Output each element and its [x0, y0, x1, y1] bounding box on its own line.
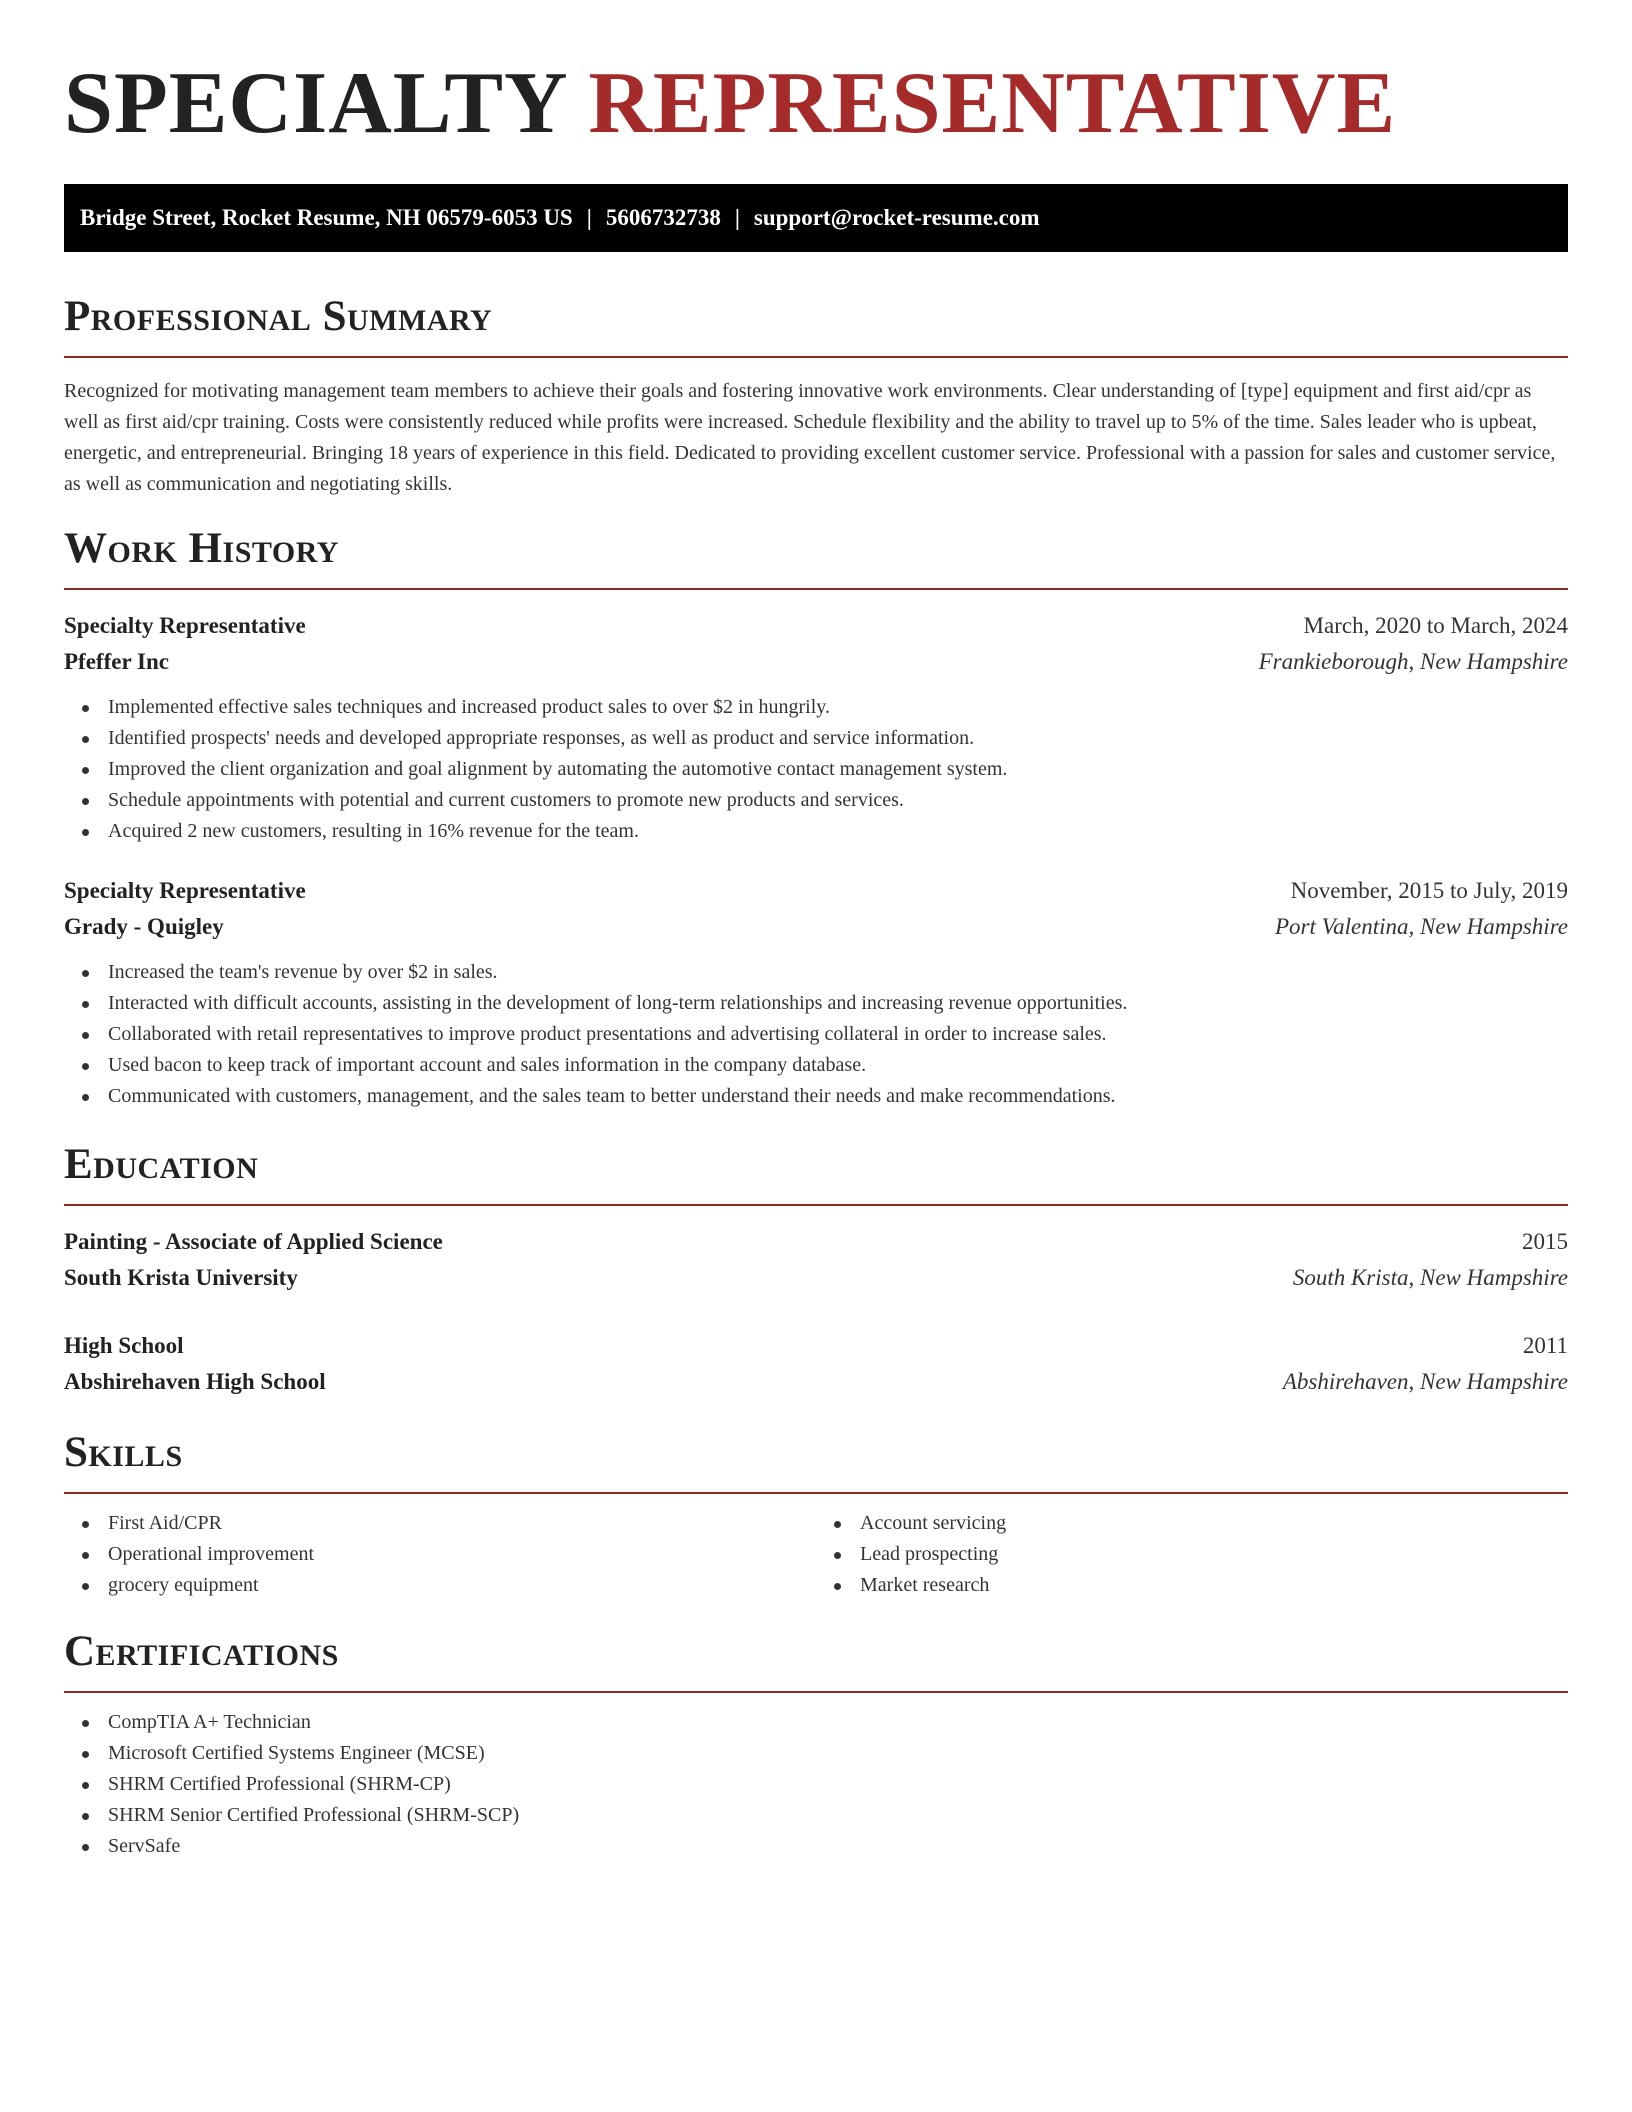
- contact-separator: |: [734, 205, 740, 230]
- resume-name: [64, 54, 1568, 154]
- bullet-icon: [834, 1552, 841, 1559]
- certification-text: SHRM Senior Certified Professional (SHRM-SCP): [108, 1804, 520, 1826]
- bullet-icon: [82, 767, 89, 774]
- section-divider: [64, 588, 1568, 590]
- list-item: [64, 816, 1568, 847]
- certification-text: ServSafe: [108, 1835, 181, 1857]
- job-bullets: [64, 957, 1568, 1112]
- bullet-icon: [82, 1583, 89, 1590]
- section-divider: [64, 1691, 1568, 1693]
- education-entry: [64, 1224, 1568, 1296]
- section-title-education: Education: [64, 1141, 259, 1188]
- bullet-icon: [82, 736, 89, 743]
- list-item: [64, 692, 1568, 723]
- job-dates: November, 2015 to July, 2019: [1290, 878, 1568, 903]
- certification-text: Microsoft Certified Systems Engineer (MCSE): [108, 1742, 485, 1764]
- bullet-text: Collaborated with retail representatives to improve product presentations and advertising collateral in order to increase sales.: [108, 1023, 1107, 1045]
- education-header-row: [64, 1328, 1568, 1364]
- list-item: [64, 1508, 816, 1539]
- job-company-row: [64, 644, 1568, 680]
- contact-bar: [64, 184, 1568, 252]
- bullet-icon: [82, 1032, 89, 1039]
- education-school-row: [64, 1364, 1568, 1400]
- education-location: South Krista, New Hampshire: [1292, 1265, 1568, 1290]
- skill-text: Market research: [860, 1574, 990, 1596]
- summary-text: Recognized for motivating management team members to achieve their goals and fostering innovative work environments. Clear understanding of [type] equipment and first aid/cpr as well as first aid/cpr training. Costs were consistently reduced while profits were increased. Schedule flexibility and the ability to travel up to 5% of the time. Sales leader who is upbeat, energetic, and entrepreneurial. Bringing 18 years of experience in this field. Dedicated to providing excellent customer service. Professional with a passion for sales and customer service, as well as communication and negotiating skills.: [64, 380, 1556, 495]
- skill-text: Operational improvement: [108, 1543, 315, 1565]
- skill-text: First Aid/CPR: [108, 1512, 222, 1534]
- bullet-icon: [834, 1521, 841, 1528]
- list-item: [64, 1831, 1568, 1862]
- job-company-row: [64, 909, 1568, 945]
- job-entry: [64, 608, 1568, 847]
- bullet-icon: [82, 970, 89, 977]
- list-item: [64, 1800, 1568, 1831]
- section-divider: [64, 1492, 1568, 1494]
- certification-text: CompTIA A+ Technician: [108, 1711, 311, 1733]
- list-item: [64, 1570, 816, 1601]
- list-item: [64, 1738, 1568, 1769]
- job-entry: [64, 873, 1568, 1112]
- list-item: [64, 1050, 1568, 1081]
- section-divider: [64, 1204, 1568, 1206]
- bullet-text: Increased the team's revenue by over $2 in sales.: [108, 961, 498, 983]
- job-header-row: [64, 873, 1568, 909]
- bullet-text: Acquired 2 new customers, resulting in 16% revenue for the team.: [108, 820, 639, 842]
- list-item: [64, 754, 1568, 785]
- list-item: [816, 1508, 1568, 1539]
- job-header-row: [64, 608, 1568, 644]
- certification-text: SHRM Certified Professional (SHRM-CP): [108, 1773, 451, 1795]
- skills-section: [64, 1428, 1568, 1601]
- bullet-icon: [82, 1751, 89, 1758]
- job-location: Port Valentina, New Hampshire: [1274, 914, 1568, 939]
- education-entry: [64, 1328, 1568, 1400]
- job-location: Frankieborough, New Hampshire: [1258, 649, 1568, 674]
- bullet-icon: [82, 829, 89, 836]
- bullet-icon: [82, 1552, 89, 1559]
- list-item: [64, 1019, 1568, 1050]
- bullet-text: Interacted with difficult accounts, assisting in the development of long-term relationships and increasing revenue opportunities.: [108, 992, 1128, 1014]
- list-item: [64, 723, 1568, 754]
- certifications-list: [64, 1707, 1568, 1862]
- bullet-icon: [82, 1720, 89, 1727]
- skills-grid: [64, 1508, 1568, 1601]
- section-title-skills: Skills: [64, 1429, 183, 1476]
- list-item: [816, 1570, 1568, 1601]
- skills-list-left: [64, 1508, 816, 1601]
- bullet-text: Implemented effective sales techniques and increased product sales to over $2 in hungrily.: [108, 696, 830, 718]
- education-degree: High School: [64, 1333, 184, 1358]
- bullet-text: Schedule appointments with potential and current customers to promote new products and services.: [108, 789, 904, 811]
- education-school: South Krista University: [64, 1265, 298, 1290]
- contact-phone: 5606732738: [605, 205, 721, 230]
- section-title-work-history: Work History: [64, 525, 339, 572]
- list-item: [64, 957, 1568, 988]
- list-item: [64, 1769, 1568, 1800]
- list-item: [64, 1081, 1568, 1112]
- bullet-icon: [82, 1521, 89, 1528]
- bullet-text: Improved the client organization and goal alignment by automating the automotive contact management system.: [108, 758, 1008, 780]
- bullet-icon: [82, 798, 89, 805]
- bullet-icon: [82, 1782, 89, 1789]
- bullet-icon: [82, 1844, 89, 1851]
- contact-separator: |: [586, 205, 592, 230]
- bullet-text: Communicated with customers, management, and the sales team to better understand their needs and make recommendations.: [108, 1085, 1116, 1107]
- bullet-icon: [82, 1063, 89, 1070]
- bullet-text: Used bacon to keep track of important account and sales information in the company database.: [108, 1054, 867, 1076]
- bullet-icon: [82, 1094, 89, 1101]
- job-position: Specialty Representative: [64, 613, 306, 638]
- skill-text: Lead prospecting: [860, 1543, 999, 1565]
- bullet-icon: [82, 1813, 89, 1820]
- bullet-icon: [82, 1001, 89, 1008]
- education-year: 2011: [1522, 1333, 1568, 1358]
- education-year: 2015: [1522, 1229, 1568, 1254]
- contact-email: support@rocket-resume.com: [753, 205, 1040, 230]
- skill-text: Account servicing: [860, 1512, 1007, 1534]
- list-item: [64, 1539, 816, 1570]
- section-divider: [64, 356, 1568, 358]
- section-title-summary: Professional Summary: [64, 293, 493, 340]
- education-location: Abshirehaven, New Hampshire: [1282, 1369, 1568, 1394]
- list-item: [64, 1707, 1568, 1738]
- education-section: [64, 1140, 1568, 1400]
- list-item: [816, 1539, 1568, 1570]
- bullet-text: Identified prospects' needs and developed appropriate responses, as well as product and service information.: [108, 727, 975, 749]
- job-company: Pfeffer Inc: [64, 649, 169, 674]
- job-position: Specialty Representative: [64, 878, 306, 903]
- job-bullets: [64, 692, 1568, 847]
- education-degree: Painting - Associate of Applied Science: [64, 1229, 443, 1254]
- education-header-row: [64, 1224, 1568, 1260]
- name-last: REPRESENTATIVE: [588, 55, 1397, 152]
- job-company: Grady - Quigley: [64, 914, 224, 939]
- bullet-icon: [82, 705, 89, 712]
- list-item: [64, 785, 1568, 816]
- skill-text: grocery equipment: [108, 1574, 259, 1596]
- education-school: Abshirehaven High School: [64, 1369, 326, 1394]
- job-dates: March, 2020 to March, 2024: [1303, 613, 1568, 638]
- work-history-section: [64, 524, 1568, 1112]
- list-item: [64, 988, 1568, 1019]
- section-title-certifications: Certifications: [64, 1628, 339, 1675]
- summary-section: [64, 292, 1568, 500]
- education-school-row: [64, 1260, 1568, 1296]
- skills-list-right: [816, 1508, 1568, 1601]
- bullet-icon: [834, 1583, 841, 1590]
- contact-address: Bridge Street, Rocket Resume, NH 06579-6053 US: [80, 205, 573, 230]
- name-first: SPECIALTY: [64, 55, 566, 152]
- certifications-section: [64, 1627, 1568, 1862]
